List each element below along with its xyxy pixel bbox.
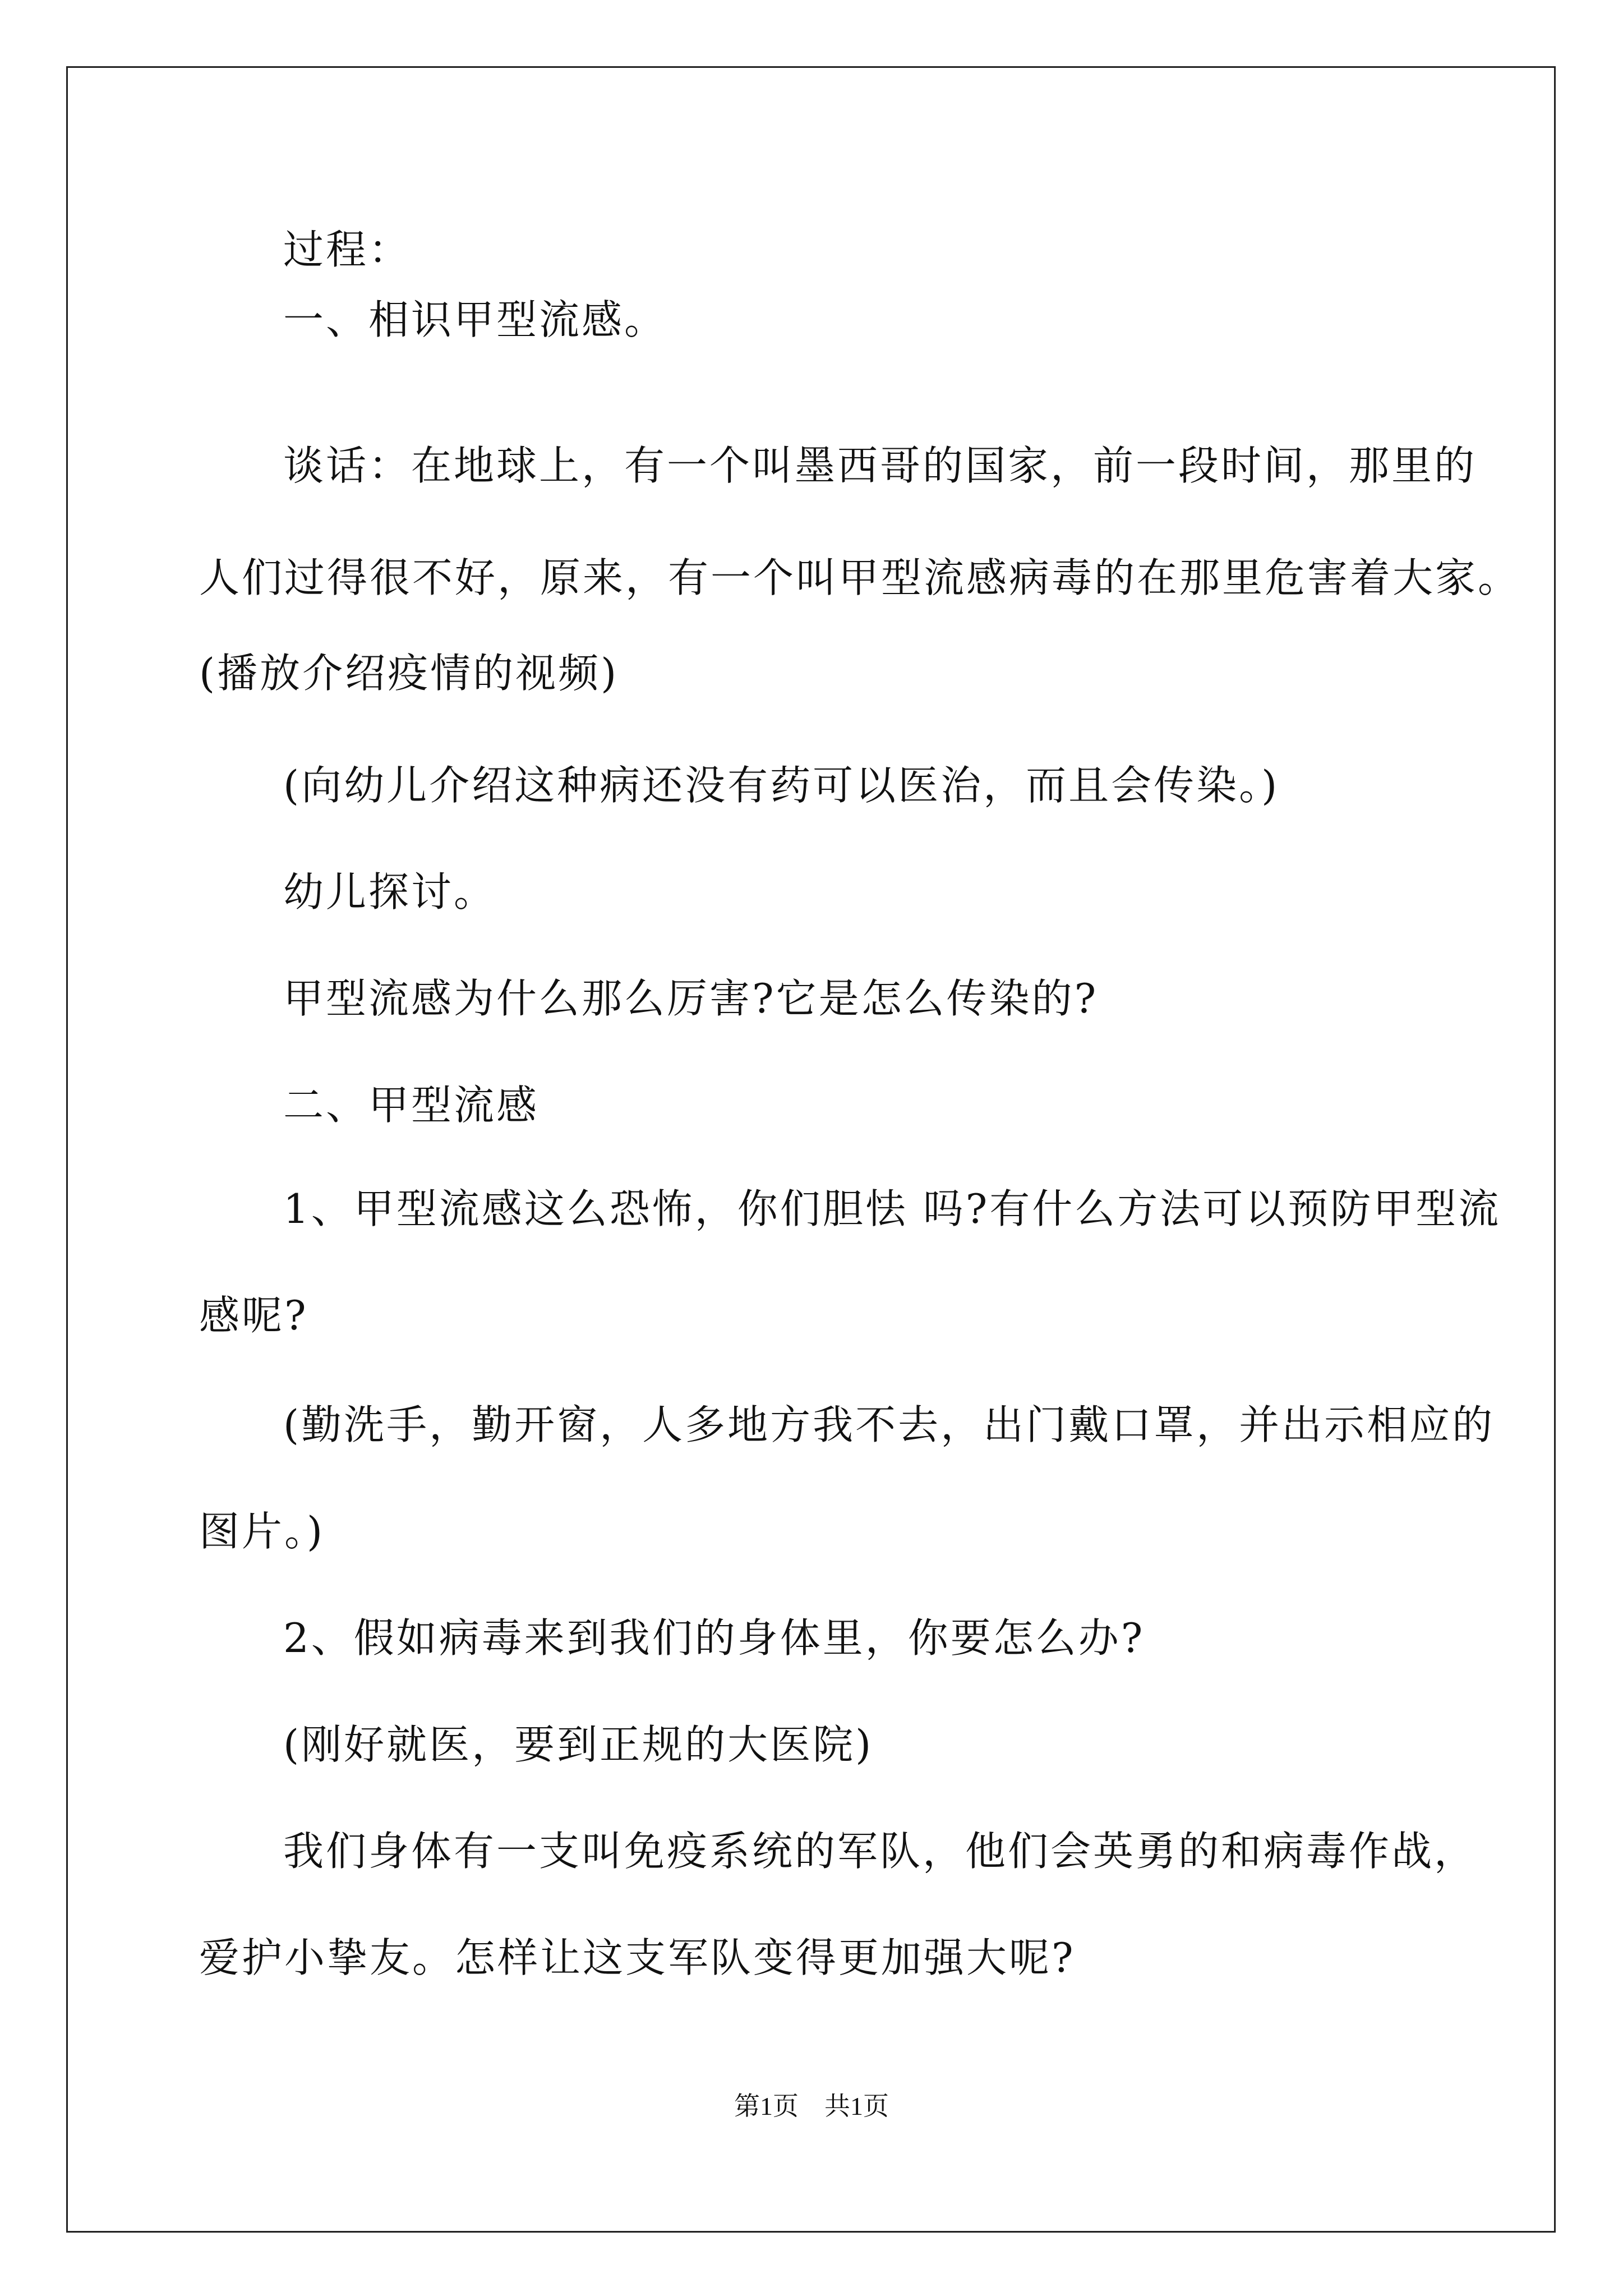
text-line: 谈话：在地球上，有一个叫墨西哥的国家，前一段时间，那里的	[283, 442, 1477, 489]
text-line: 爱护小挚友。怎样让这支军队变得更加强大呢?	[199, 1934, 1076, 1981]
text-line: (向幼儿介绍这种病还没有药可以医治，而且会传染。)	[283, 762, 1280, 809]
text-line: 甲型流感为什么那么厉害?它是怎么传染的?	[283, 975, 1099, 1022]
text-line: 1、甲型流感这么恐怖，你们胆怯 吗?有什么方法可以预防甲型流	[283, 1185, 1501, 1232]
text-line: (勤洗手，勤开窗，人多地方我不去，出门戴口罩，并出示相应的	[283, 1401, 1495, 1448]
text-line: 感呢?	[199, 1292, 308, 1339]
text-line: (播放介绍疫情的视频)	[199, 650, 619, 697]
text-line: 2、假如病毒来到我们的身体里，你要怎么办?	[283, 1614, 1145, 1662]
text-line: (刚好就医，要到正规的大医院)	[283, 1721, 874, 1768]
section-heading: 一、相识甲型流感。	[283, 296, 667, 343]
text-line: 图片。)	[199, 1508, 325, 1555]
text-line: 人们过得很不好，原来，有一个叫甲型流感病毒的在那里危害着大家。	[199, 554, 1521, 601]
section-heading: 二、甲型流感	[283, 1082, 540, 1129]
page-border	[66, 66, 1556, 2233]
text-line: 我们身体有一支叫免疫系统的军队，他们会英勇的和病毒作战，	[283, 1828, 1477, 1875]
text-line: 过程：	[283, 226, 412, 273]
text-line: 幼儿探讨。	[283, 868, 497, 915]
page-footer: 第1页 共1页	[734, 2092, 889, 2120]
